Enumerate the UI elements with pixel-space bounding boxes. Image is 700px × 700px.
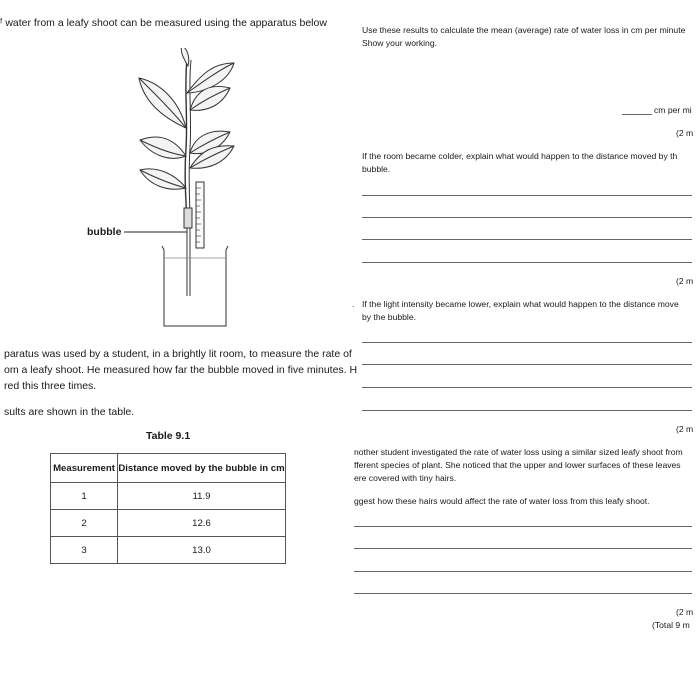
q1-line-2: Show your working. <box>362 38 437 48</box>
cell-distance: 13.0 <box>118 537 286 564</box>
cell-distance: 11.9 <box>118 483 286 510</box>
question-intro-text <box>0 17 327 29</box>
cell-distance: 12.6 <box>118 510 286 537</box>
q4-answer-line[interactable] <box>354 526 692 527</box>
q3-marks: (2 m <box>676 424 694 434</box>
paragraph-line-1: paratus was used by a student, in a brightly lit room, to measure the rate of <box>4 348 352 360</box>
answer-unit: cm per mi <box>654 105 692 115</box>
q2-answer-line[interactable] <box>362 217 692 218</box>
answer-blank[interactable] <box>622 114 652 115</box>
q2-line-2: bubble. <box>362 164 391 174</box>
cell-measurement: 1 <box>51 483 118 510</box>
table-row <box>51 483 286 510</box>
table-row <box>51 510 286 537</box>
q3-answer-line[interactable] <box>362 410 692 411</box>
apparatus-diagram <box>84 48 244 333</box>
results-intro: sults are shown in the table. <box>4 406 135 418</box>
total-marks: (Total 9 m <box>652 620 690 630</box>
q4-prompt: ggest how these hairs would affect the rate of water loss from this leafy shoot. <box>354 496 650 506</box>
q3-answer-line[interactable] <box>362 387 692 388</box>
table-header-row <box>51 454 286 483</box>
q4-line-2: fferent species of plant. She noticed that the upper and lower surfaces of these leaves <box>354 460 681 470</box>
table-row <box>51 537 286 564</box>
cell-measurement: 3 <box>51 537 118 564</box>
q2-answer-line[interactable] <box>362 239 692 240</box>
left-fragment-mark: ᶠ <box>0 17 3 29</box>
q4-marks: (2 m <box>676 607 694 617</box>
table-caption: Table 9.1 <box>146 430 191 442</box>
q4-answer-line[interactable] <box>354 593 692 594</box>
cell-measurement: 2 <box>51 510 118 537</box>
q1-line-1: Use these results to calculate the mean (average) rate of water loss in cm per minute <box>362 25 686 35</box>
q4-answer-line[interactable] <box>354 571 692 572</box>
q4-line-1: nother student investigated the rate of water loss using a similar sized leafy shoot from <box>354 447 683 457</box>
header-measurement: Measurement <box>51 454 118 483</box>
q2-line-1: If the room became colder, explain what would happen to the distance moved by th <box>362 151 678 161</box>
q3-line-1: If the light intensity became lower, explain what would happen to the distance move <box>362 299 679 309</box>
results-table <box>50 453 286 564</box>
q2-answer-line[interactable] <box>362 262 692 263</box>
q3-number: . <box>352 299 355 309</box>
q2-answer-line[interactable] <box>362 195 692 196</box>
q4-answer-line[interactable] <box>354 548 692 549</box>
intro-text: water from a leafy shoot can be measured using the apparatus below <box>5 17 327 29</box>
header-distance: Distance moved by the bubble in cm <box>118 454 286 483</box>
q4-line-3: ere covered with tiny hairs. <box>354 473 457 483</box>
q1-marks: (2 m <box>676 128 694 138</box>
paragraph-line-3: red this three times. <box>4 380 97 392</box>
q2-marks: (2 m <box>676 276 694 286</box>
q3-line-2: by the bubble. <box>362 312 416 322</box>
q3-answer-line[interactable] <box>362 364 692 365</box>
paragraph-line-2: om a leafy shoot. He measured how far the bubble moved in five minutes. H <box>4 364 358 376</box>
bubble-label: bubble <box>87 226 122 238</box>
q3-answer-line[interactable] <box>362 342 692 343</box>
